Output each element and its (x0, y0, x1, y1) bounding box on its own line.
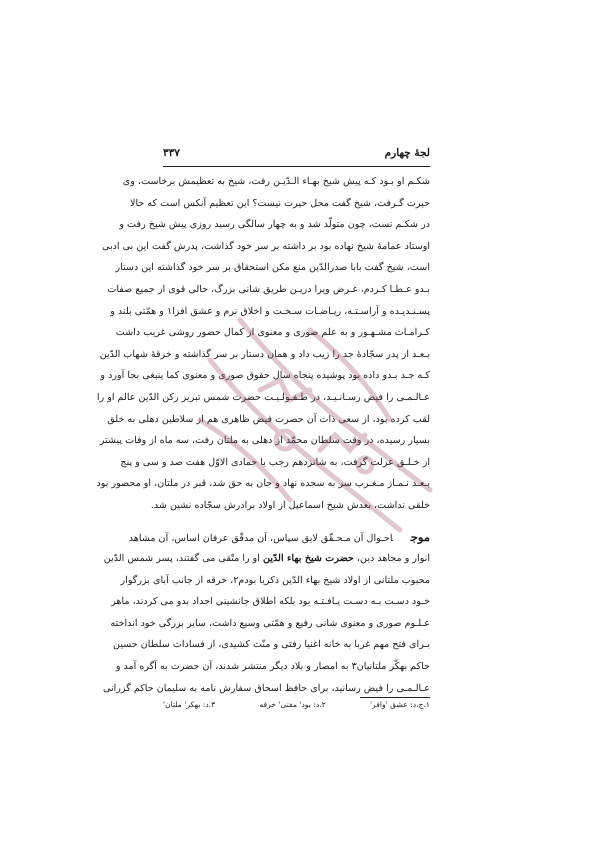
page-number: ۳۳۷ (163, 147, 180, 159)
footnote-2: ۲.د: بود' مفتی' خرقه (259, 700, 326, 709)
footnotes (163, 700, 430, 709)
text-line: لقب کرده بود، از سعی ذات آن حضرت فیض ظاهری هم از سلاطین دهلی به خلق (107, 413, 430, 425)
text-line (103, 548, 430, 570)
paragraph-gap (163, 517, 430, 527)
text-line: است، شیخ گفت بابا صدرالدّین منع مکن استحقاق بر سر خود گذاشته این دستار (115, 262, 430, 274)
text-line: شکـم او بـود کـه پیش شیخ بهـاء الـدّیـن رفت، شیخ به تعظیمش برخاست، وی (122, 176, 430, 187)
text-line: عـالـمـی را فیض رسانید، برای حافظ اسحاق سفارش نامه به سلیمان حاکم گزرانی (102, 682, 430, 694)
emphasized-name: حضرت شیخ بهاء الدّین (263, 553, 354, 565)
text-line: پسـنـدیـده و آراسـتـه، ریـاضـات سـخـت و اخلاق نرم و عشق افزا۱ و همّتی بلند و (110, 305, 430, 317)
text-line: حیرت گـرفت، شیخ گفت محل حیرت نیست؟ این تعظیم آنکس است که حالا (130, 197, 430, 209)
header-rule (163, 166, 430, 167)
text-line: خـود دسـت بـه دسـت یـافـتـه بود بلکه اطلاق جانشینی اجداد بدو می کردند، ماهر (111, 596, 430, 608)
text-span: انوار و مجاهد دین، (353, 553, 430, 565)
body-text (96, 171, 430, 699)
text-line: عـالـمـی را فیض رسـانـیـد، در طـفـولـیـت حضرت شمس تبریز رکن الدّین عالم او را (96, 391, 430, 403)
text-line: عـلـوم صوری و معنوی شانی رفیع و همّتی وسیع داشت، سایر بزرگی خود انداخته (110, 617, 430, 629)
footnote-1: ۱.ج،د: عشق 'وافر' (369, 700, 430, 709)
text-line: بـعـد نـمـاز مـغـرب سر به سجده نهاد و جان به حق شد، قبر در ملتان، او محصور بود (96, 478, 430, 490)
text-line: خلقی نداشت، بعدش شیخ اسماعیل از اولاد برادرش سجّاده نشین شد. (150, 499, 430, 511)
running-title: لجهٔ چهارم (384, 147, 430, 159)
text-line: اوستاد عمامهٔ شیخ نهاده بود بر داشته بر سر خود گذاشت، پدرش گفت این بی ادبی (101, 240, 430, 252)
text-line: بـعـد از پدر سجّادهٔ جد را زیب داد و همان دستار بر سر گذاشته و خرقهٔ شهاب الدّین (99, 348, 430, 360)
text-line: در شکـم تست، چون متولّد شد و به چهار سالگی رسید روزی پیش شیخ رفت و (119, 219, 430, 231)
footnote-3: ۳.د: بهکر' ملتان' (163, 700, 216, 709)
page-header (163, 145, 430, 161)
text-span: احـوال آن مـحـقّق لایق سپاس، آن مدقّق عرفان اساس، آن مشاهد (128, 532, 393, 544)
text-line: بـرای فتح مهم غربا به خانه اغنیا رفتی و منّت کشیدی، از فسادات سلطان حسین (113, 639, 430, 651)
text-span: او را متّقی می گفتند، پسر شمس الدّین (103, 553, 264, 565)
paragraph-lead-line (128, 527, 430, 549)
footnote-rule (360, 697, 430, 698)
text-line: بـدو عـطـا کـردم، غـرض ویرا دریـن طریق شانی بزرگ، حالی قوی از جمیع صفات (107, 283, 430, 295)
text-line: کـه جـد بـدو داده بود پوشیده پنجاه سال حقوق صوری و معنوی کما ینبغی بجا آورد و (100, 370, 430, 382)
text-line: محبوب ملتانی از اولاد شیخ بهاء الدّین ذکریا بودم۲، خرقه از جانب آبای بزرگوار (120, 574, 430, 586)
text-line: از خـلـق عزلت گرفت، به شانزدهم رجب یا جمادی الاوّل هفت صد و سی و پنج (120, 456, 430, 468)
text-line: حاکم بهکّر ملتانیان۳ به امصار و بلاد دیگر منتشر شدند، آن حضرت به آگره آمد و (115, 661, 430, 673)
text-line: بسیار رسیده، در وقت سلطان محمّد از دهلی به ملتان رفت، سه ماه از وفات پیشتر (99, 435, 430, 447)
section-marker: موج (410, 529, 430, 544)
text-line: کـرامـات مشـهـور و به علم صوری و معنوی از کمال حضور روشی غریب داشت (115, 327, 430, 339)
